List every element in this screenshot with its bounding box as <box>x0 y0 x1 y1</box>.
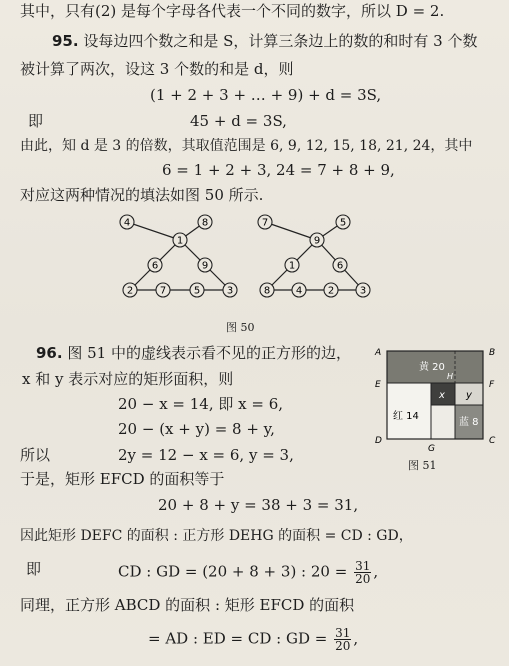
fig50-right-node-number: 3 <box>359 285 367 297</box>
fig50-left-node-number: 9 <box>201 260 209 272</box>
problem-96-ji: 即 <box>26 560 42 578</box>
problem-95-text2: 被计算了两次，设这 3 个数的和是 d，则 <box>20 60 294 78</box>
comma: , <box>373 562 379 581</box>
problem-95-number: 95. <box>52 32 79 50</box>
problem-96-eq5: CD : GD = (20 + 8 + 3) : 20 = <box>118 562 348 581</box>
problem-96-line1 <box>36 344 351 362</box>
red-label: 红 14 <box>393 411 419 422</box>
label-F: F <box>489 380 495 390</box>
fig50-right-node-number: 1 <box>288 260 296 272</box>
label-E: E <box>375 380 381 390</box>
fig50-left-node-number: 8 <box>201 217 209 229</box>
fig50-left-node-number: 5 <box>193 285 201 297</box>
label-B: B <box>489 348 496 358</box>
top-line: 其中，只有(2) 是每个字母各代表一个不同的数字，所以 D = 2. <box>20 2 445 20</box>
problem-96-text2: x 和 y 表示对应的矩形面积，则 <box>22 370 234 388</box>
problem-96-eq5-row <box>118 560 378 585</box>
problem-96-eq3: 2y = 12 − x = 6, y = 3, <box>118 446 294 464</box>
problem-95-eq2: 45 + d = 3S, <box>190 112 287 130</box>
problem-95-text4: 对应这两种情况的填法如图 50 所示. <box>20 186 264 204</box>
fig50-left-node-number: 4 <box>123 217 131 229</box>
fig50-right-node-number: 4 <box>295 285 303 297</box>
x-label: x <box>439 390 445 401</box>
comma-b: , <box>353 629 359 648</box>
fraction-denominator-b: 20 <box>335 639 351 653</box>
figure-51-caption: 图 51 <box>408 459 437 472</box>
problem-96-eq2: 20 − (x + y) = 8 + y, <box>118 420 275 438</box>
problem-96-text5: 同理，正方形 ABCD 的面积 : 矩形 EFCD 的面积 <box>20 596 355 614</box>
figure-51 <box>373 343 505 455</box>
figure-50-caption: 图 50 <box>226 321 255 334</box>
problem-96-text1: 图 51 中的虚线表示看不见的正方形的边， <box>67 344 351 362</box>
label-A: A <box>375 348 382 358</box>
hidden-cell <box>431 405 455 439</box>
fig50-left-node-number: 6 <box>151 260 159 272</box>
problem-95-text1: 设每边四个数之和是 S，计算三条边上的数的和时有 3 个数 <box>83 32 478 50</box>
problem-95-line1 <box>52 32 478 50</box>
problem-95-eq3: 6 = 1 + 2 + 3, 24 = 7 + 8 + 9, <box>162 161 395 179</box>
fraction-numerator-b: 31 <box>335 626 351 640</box>
fig50-right-node-number: 9 <box>313 235 321 247</box>
figure-50-left-triangle <box>120 215 237 297</box>
fig50-right-node-number: 8 <box>263 285 271 297</box>
fig50-left-node-number: 1 <box>176 235 184 247</box>
fig50-right-node-number: 6 <box>336 260 344 272</box>
problem-95-text3: 由此，知 d 是 3 的倍数，其取值范围是 6, 9, 12, 15, 18, 21, 24，其中 <box>20 138 473 154</box>
blue-label: 蓝 8 <box>459 417 479 428</box>
problem-96-eq6-row <box>148 627 358 652</box>
yellow-label: 黄 20 <box>419 362 445 373</box>
fraction-numerator: 31 <box>355 559 371 573</box>
figure-50-right-triangle <box>258 215 370 297</box>
fraction-denominator: 20 <box>355 572 371 586</box>
fig50-left-node-number: 2 <box>126 285 134 297</box>
label-D: D <box>375 436 382 446</box>
problem-96-eq4: 20 + 8 + y = 38 + 3 = 31, <box>158 496 359 514</box>
problem-96-text3: 于是，矩形 EFCD 的面积等于 <box>20 470 225 488</box>
problem-96-eq6: = AD : ED = CD : GD = <box>148 629 328 648</box>
fig50-right-node-number: 7 <box>261 217 269 229</box>
problem-96-number: 96. <box>36 344 63 362</box>
problem-96-eq1: 20 − x = 14, 即 x = 6, <box>118 395 284 413</box>
fig50-right-node-number: 5 <box>339 217 347 229</box>
problem-96-text4: 因此矩形 DEFC 的面积 : 正方形 DEHG 的面积 = CD : GD， <box>20 528 413 544</box>
figure-50 <box>115 210 365 310</box>
fraction-31-20 <box>354 560 371 585</box>
fraction-31-20-b <box>334 627 351 652</box>
label-H: H <box>447 372 454 381</box>
fig50-left-node-number: 7 <box>159 285 167 297</box>
label-G: G <box>428 444 435 454</box>
label-C: C <box>489 436 496 446</box>
fig50-right-node-number: 2 <box>327 285 335 297</box>
problem-95-ji: 即 <box>28 112 44 130</box>
problem-96-suoyi: 所以 <box>20 446 51 464</box>
problem-95-eq1: (1 + 2 + 3 + … + 9) + d = 3S, <box>150 86 382 104</box>
fig50-left-node-number: 3 <box>226 285 234 297</box>
y-label: y <box>466 390 472 401</box>
